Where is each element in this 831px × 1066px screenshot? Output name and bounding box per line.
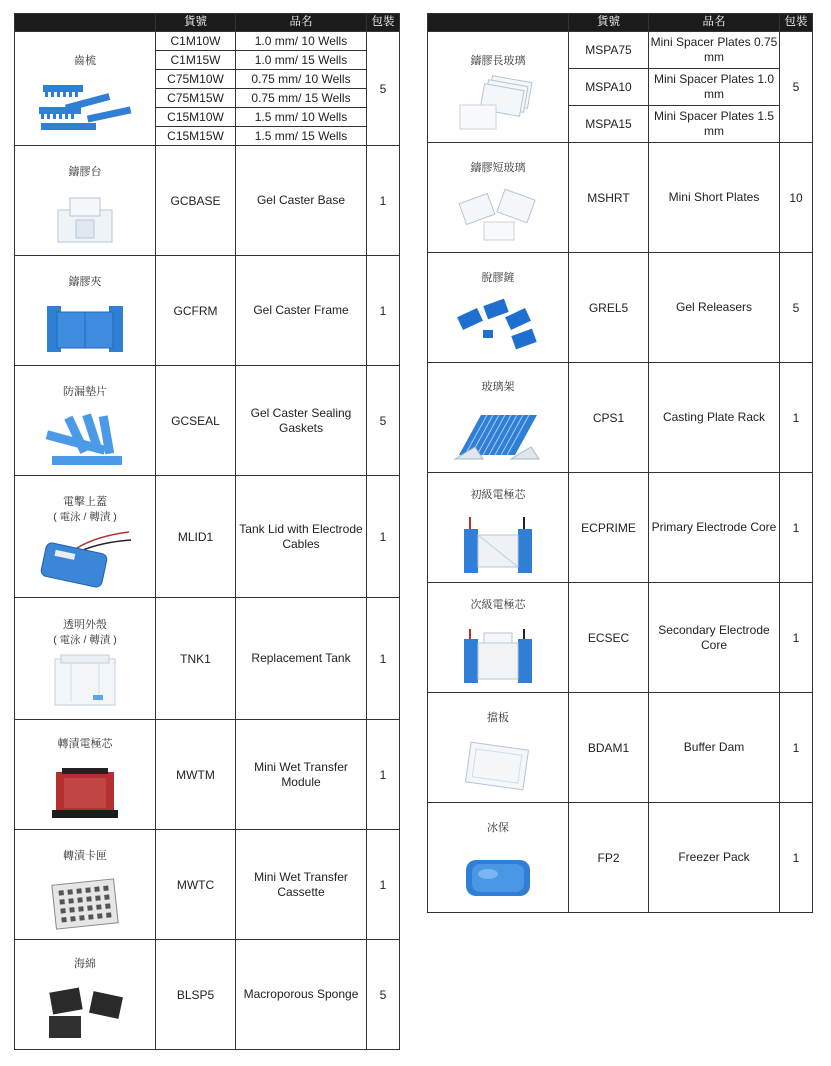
item-image-cell (15, 830, 156, 940)
right-header-row (428, 14, 813, 32)
item-image-cell (15, 940, 156, 1050)
item-code: ECPRIME (569, 473, 649, 583)
table-row (15, 476, 400, 598)
item-code: ECSEC (569, 583, 649, 693)
header-blank (428, 14, 569, 32)
gel-caster-frame-icon (43, 302, 127, 357)
comb-name-0: 1.0 mm/ 10 Wells (236, 32, 367, 51)
item-pack: 1 (780, 693, 813, 803)
item-name: Secondary Electrode Core (649, 583, 780, 693)
item-image-cell (15, 476, 156, 598)
item-pack: 1 (367, 598, 400, 720)
table-row (15, 940, 400, 1050)
spacer-name-1: Mini Spacer Plates 1.0 mm (649, 69, 780, 106)
comb-name-3: 0.75 mm/ 15 Wells (236, 89, 367, 108)
item-pack: 10 (780, 143, 813, 253)
item-title: 次級電極芯 (470, 599, 526, 611)
item-pack: 5 (367, 366, 400, 476)
item-code: MSHRT (569, 143, 649, 253)
item-image-cell (15, 256, 156, 366)
header-name: 品名 (649, 14, 780, 32)
item-pack: 1 (780, 583, 813, 693)
item-name: Replacement Tank (236, 598, 367, 720)
item-image-cell (428, 473, 569, 583)
table-row (428, 253, 813, 363)
short-plates-icon (456, 188, 540, 244)
item-code: BLSP5 (156, 940, 236, 1050)
item-image-cell (15, 598, 156, 720)
item-title: 齒梳 (74, 55, 96, 67)
table-row (15, 32, 400, 51)
item-pack: 1 (780, 473, 813, 583)
item-code: FP2 (569, 803, 649, 913)
table-row (15, 146, 400, 256)
tank-lid-icon (37, 528, 133, 588)
secondary-electrode-core-icon (458, 625, 538, 687)
item-pack: 1 (367, 476, 400, 598)
table-row (15, 256, 400, 366)
header-pack: 包裝 (780, 14, 813, 32)
item-code: GCSEAL (156, 366, 236, 476)
item-pack: 5 (367, 940, 400, 1050)
left-header-row (15, 14, 400, 32)
comb-icon (35, 77, 135, 133)
item-code: MWTM (156, 720, 236, 830)
item-name: Gel Releasers (649, 253, 780, 363)
item-title: 鑄膠長玻璃 (470, 54, 526, 67)
spacer-code-1: MSPA10 (569, 69, 649, 106)
item-title: 鑄膠夾 (68, 275, 102, 288)
table-row (15, 366, 400, 476)
item-image-cell (15, 146, 156, 256)
spacer-code-0: MSPA75 (569, 32, 649, 69)
item-image-cell (428, 363, 569, 473)
item-name: Macroporous Sponge (236, 940, 367, 1050)
glass-plates-icon (456, 75, 540, 131)
table-row (428, 32, 813, 69)
item-name: Gel Caster Base (236, 146, 367, 256)
table-row (15, 830, 400, 940)
item-pack: 1 (780, 803, 813, 913)
item-title: 初級電極芯 (470, 489, 526, 501)
item-code: TNK1 (156, 598, 236, 720)
comb-name-2: 0.75 mm/ 10 Wells (236, 70, 367, 89)
item-name: Primary Electrode Core (649, 473, 780, 583)
spacer-code-2: MSPA15 (569, 106, 649, 143)
item-name: Mini Wet Transfer Module (236, 720, 367, 830)
comb-name-1: 1.0 mm/ 15 Wells (236, 51, 367, 70)
item-pack: 1 (367, 146, 400, 256)
spacer-pack: 5 (780, 32, 813, 143)
item-code: MLID1 (156, 476, 236, 598)
header-code: 貨號 (569, 14, 649, 32)
freezer-pack-icon (460, 848, 536, 904)
item-code: MWTC (156, 830, 236, 940)
item-name: Buffer Dam (649, 693, 780, 803)
comb-name-4: 1.5 mm/ 10 Wells (236, 108, 367, 127)
spacer-name-2: Mini Spacer Plates 1.5 mm (649, 106, 780, 143)
item-code: GCBASE (156, 146, 236, 256)
item-name: Gel Caster Frame (236, 256, 367, 366)
item-name: Freezer Pack (649, 803, 780, 913)
header-pack: 包裝 (367, 14, 400, 32)
item-subtitle: ( 電泳 / 轉漬 ) (53, 511, 117, 523)
table-row (428, 363, 813, 473)
buffer-dam-icon (458, 738, 538, 794)
header-name: 品名 (236, 14, 367, 32)
header-code: 貨號 (156, 14, 236, 32)
comb-pack: 5 (367, 32, 400, 146)
item-title: 玻璃架 (481, 381, 515, 393)
item-pack: 1 (367, 256, 400, 366)
table-row (15, 720, 400, 830)
sealing-gasket-icon (42, 412, 128, 467)
comb-code-4: C15M10W (156, 108, 236, 127)
comb-code-1: C1M15W (156, 51, 236, 70)
item-name: Gel Caster Sealing Gaskets (236, 366, 367, 476)
sponge-icon (43, 984, 127, 1042)
right-catalog-table (427, 13, 813, 913)
item-title: 透明外殼 (63, 619, 107, 631)
item-name: Tank Lid with Electrode Cables (236, 476, 367, 598)
comb-code-0: C1M10W (156, 32, 236, 51)
table-row (428, 473, 813, 583)
primary-electrode-core-icon (458, 515, 538, 577)
casting-plate-rack-icon (453, 407, 543, 465)
item-image-cell (428, 693, 569, 803)
replacement-tank-icon (47, 651, 123, 709)
item-title: 電擊上蓋 (63, 496, 107, 508)
item-name: Mini Wet Transfer Cassette (236, 830, 367, 940)
item-code: GREL5 (569, 253, 649, 363)
item-code: BDAM1 (569, 693, 649, 803)
item-pack: 1 (780, 363, 813, 473)
item-title: 轉漬電極芯 (57, 738, 113, 750)
item-pack: 1 (367, 830, 400, 940)
table-row (428, 583, 813, 693)
item-image-cell (15, 720, 156, 830)
comb-name-5: 1.5 mm/ 15 Wells (236, 127, 367, 146)
comb-code-3: C75M15W (156, 89, 236, 108)
item-image-cell (428, 143, 569, 253)
spacer-name-0: Mini Spacer Plates 0.75 mm (649, 32, 780, 69)
item-code: CPS1 (569, 363, 649, 473)
item-title: 脫膠鏟 (481, 272, 515, 284)
table-row (428, 143, 813, 253)
item-title: 防漏墊片 (63, 385, 107, 398)
gel-releaser-icon (453, 298, 543, 354)
table-row (15, 598, 400, 720)
item-subtitle: ( 電泳 / 轉漬 ) (53, 634, 117, 646)
comb-image-cell (15, 32, 156, 146)
left-catalog-table (14, 13, 400, 1050)
table-row (428, 803, 813, 913)
item-title: 轉漬卡匣 (63, 850, 107, 862)
item-title: 鑄膠台 (68, 165, 102, 178)
item-title: 擋板 (487, 712, 509, 724)
comb-code-2: C75M10W (156, 70, 236, 89)
transfer-cassette-icon (48, 876, 122, 930)
item-pack: 5 (780, 253, 813, 363)
item-title: 鑄膠短玻璃 (470, 162, 526, 174)
spacer-image-cell (428, 32, 569, 143)
item-image-cell (428, 583, 569, 693)
table-row (428, 693, 813, 803)
item-image-cell (15, 366, 156, 476)
gel-caster-base-icon (50, 192, 120, 247)
item-title: 冰保 (487, 822, 509, 834)
comb-code-5: C15M15W (156, 127, 236, 146)
item-image-cell (428, 803, 569, 913)
item-image-cell (428, 253, 569, 363)
item-name: Casting Plate Rack (649, 363, 780, 473)
header-blank (15, 14, 156, 32)
wet-transfer-module-icon (50, 764, 120, 822)
item-pack: 1 (367, 720, 400, 830)
item-code: GCFRM (156, 256, 236, 366)
item-title: 海綿 (74, 958, 96, 970)
item-name: Mini Short Plates (649, 143, 780, 253)
